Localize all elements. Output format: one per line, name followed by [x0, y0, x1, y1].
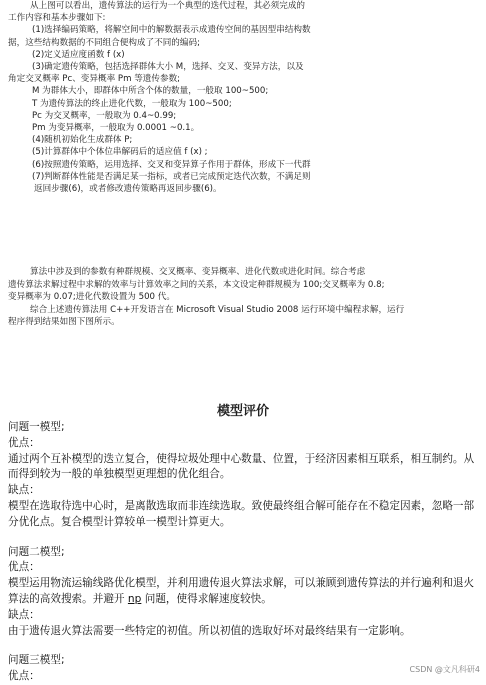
step-line: (3)确定遗传策略，包括选择群体大小 M，选择、交叉、变异方法，以及: [32, 62, 304, 73]
param-line: M 为群体大小，即群体中所含个体的数量，一般取 100~500;: [32, 86, 269, 97]
q2-pros-label: 优点：: [8, 561, 40, 574]
steps-intro-line: 工作内容和基本步骤如下:: [8, 13, 106, 24]
settings-line: 遗传算法求解过程中求解的效率与计算效率之间的关系，本文设定种群规模为 100;交叉概率为 0.8;: [8, 279, 385, 290]
step-line: (4)随机初始化生成群体 P;: [32, 135, 133, 146]
param-line: T 为遗传算法的终止进化代数，一般取为 100~500;: [32, 98, 232, 109]
settings-line: 算法中涉及到的参数有种群规模、交叉概率、变异概率、进化代数或进化时间。综合考虑: [30, 267, 366, 277]
q2-cons-label: 缺点：: [8, 608, 40, 621]
param-line: Pm 为变异概率，一般取为 0.0001 ~0.1。: [32, 123, 200, 134]
watermark: CSDN @文凡科研4: [409, 665, 480, 674]
step-line: (5)计算群体中个体位串解码后的适应值 f (x) ;: [32, 147, 208, 158]
q2-pros-text-a: 模型运用物流运输线路优化模型，并利用遗传退火算法求解，可以兼顾到遗传算法的并行遍利和退火算法的高效搜索。并避开: [8, 577, 475, 605]
q2-pros-np: np: [127, 592, 142, 605]
q1-pros-label: 优点：: [8, 436, 40, 449]
param-line: Pc 为交叉概率，一般取为 0.4~0.99;: [32, 110, 177, 121]
settings-line: 程序得到结果如图下图所示。: [8, 317, 120, 328]
spacer: [8, 531, 478, 545]
q2-pros-text-b: 问题，使得求解速度较快。: [141, 592, 272, 605]
parameter-settings-section: [8, 266, 478, 329]
q3-title: 问题三模型;: [8, 654, 65, 667]
q1-cons-text: 模型在选取待选中心时，是离散选取而非连续选取。致使最终组合解可能存在不稳定因素，忽略一部分优化点。复合模型计算较单一模型计算更大。: [8, 499, 475, 528]
step-line: 返回步骤(6)，或者修改遗传策略再返回步骤(6)。: [34, 184, 222, 195]
model-evaluation-section: [8, 420, 478, 685]
step-line: (7)判断群体性能是否满足某一指标，或者已完成预定迭代次数，不满足则: [32, 171, 311, 182]
step-line: 据，这些结构数据的不同组合便构成了不同的编码;: [8, 37, 200, 48]
steps-intro-line: 从上图可以看出，遗传算法的运行为一个典型的迭代过程，其必须完成的: [30, 1, 306, 11]
step-line: (1)选择编码策略，将解空间中的解数据表示成遗传空间的基因型串结构数: [32, 25, 311, 36]
algorithm-steps-section: [8, 0, 478, 195]
settings-line: 综合上述遗传算法用 C++开发语言在 Microsoft Visual Studio 2008 运行环境中编程求解，运行: [30, 304, 405, 315]
step-line: 角定交叉概率 Pc、变异概率 Pm 等遗传参数;: [8, 74, 181, 85]
q2-title: 问题二模型;: [8, 545, 65, 558]
q1-pros-text: 通过两个互补模型的迭立复合，使得垃圾处理中心数量、位置，于经济因素相互联系，相互制约。从而得到较为一般的单独模型更理想的优化组合。: [8, 452, 475, 481]
spacer: [8, 639, 478, 653]
step-line: (2)定义适应度函数 f (x): [32, 49, 125, 60]
q2-pros-text: [8, 576, 478, 608]
step-line: (6)按照遗传策略，运用选择、交叉和变异算子作用于群体，形成下一代群: [32, 159, 311, 170]
section-heading: 模型评价: [216, 404, 269, 419]
q3-pros-label: 优点：: [8, 670, 40, 683]
settings-line: 变异概率为 0.07;进化代数设置为 500 代。: [8, 292, 175, 303]
q1-title: 问题一模型;: [8, 421, 65, 433]
q1-cons-label: 缺点：: [8, 484, 40, 497]
q2-cons-text: 由于遗传退火算法需要一些特定的初值。所以初值的选取好坏对最终结果有一定影响。: [8, 624, 411, 637]
